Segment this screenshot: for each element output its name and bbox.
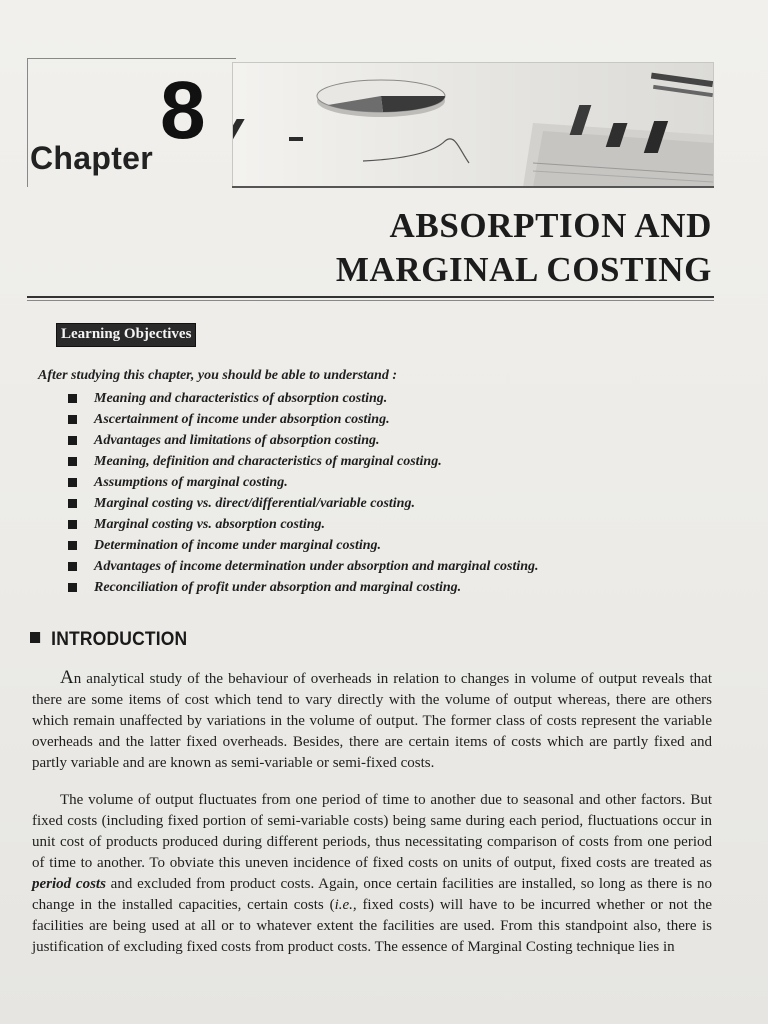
- objective-text: Marginal costing vs. absorption costing.: [94, 517, 326, 532]
- objective-text: Meaning, definition and characteristics of marginal costing.: [94, 454, 442, 469]
- objective-text: Advantages and limitations of absorption costing.: [94, 433, 380, 448]
- chapter-label-text: Chapter: [30, 140, 154, 176]
- list-item: [68, 409, 539, 430]
- objective-text: Ascertainment of income under absorption costing.: [94, 412, 390, 427]
- paragraph-text: The volume of output fluctuates from one period of time to another due to seasonal and other factors. But fixed costs (including fixed portion of semi-variable costs) being same during each period, fluctuations occur in unit cost of products produced during different periods, thus necessitating comparison of costs from one period of time to another. To obviate this uneven incidence of fixed costs on units of output, fixed costs are treated as: [32, 792, 712, 871]
- chapter-number: 8: [160, 65, 206, 156]
- title-rule: [27, 296, 714, 298]
- square-bullet-icon: [68, 415, 77, 424]
- square-bullet-icon: [68, 541, 77, 550]
- list-item: [68, 388, 539, 409]
- header-rule: [232, 186, 714, 188]
- learning-objectives-badge: Learning Objectives: [56, 323, 196, 347]
- section-heading-text: INTRODUCTION: [51, 629, 188, 650]
- intro-paragraph-2: [32, 790, 712, 958]
- italic-abbrev: i.e.,: [334, 897, 357, 913]
- title-rule-thin: [27, 300, 714, 301]
- chapter-title-line-2: MARGINAL COSTING: [335, 250, 712, 289]
- chapter-label: [30, 140, 153, 177]
- objectives-intro: After studying this chapter, you should be able to understand :: [38, 368, 397, 383]
- list-item: [68, 430, 539, 451]
- objectives-list: [68, 388, 539, 598]
- list-item: [68, 472, 539, 493]
- square-bullet-icon: [68, 394, 77, 403]
- mini-bars-icon: [233, 119, 303, 141]
- chart-collage-illustration: [233, 63, 713, 187]
- square-bullet-icon: [68, 499, 77, 508]
- objective-text: Advantages of income determination under absorption and marginal costing.: [94, 559, 539, 574]
- objective-text: Reconciliation of profit under absorption and marginal costing.: [94, 580, 462, 595]
- square-bullet-icon: [68, 520, 77, 529]
- list-item: [68, 451, 539, 472]
- square-bullet-icon: [68, 436, 77, 445]
- objective-text: Determination of income under marginal costing.: [94, 538, 382, 553]
- chapter-title: [152, 204, 712, 292]
- objective-text: Meaning and characteristics of absorption costing.: [94, 391, 388, 406]
- square-bullet-icon: [30, 632, 40, 643]
- emphasis-term: period costs: [32, 876, 106, 892]
- chapter-title-line-1: ABSORPTION AND: [389, 206, 712, 245]
- objective-text: Marginal costing vs. direct/differential/variable costing.: [94, 496, 415, 511]
- list-item: [68, 577, 539, 598]
- pie-chart-icon: [317, 80, 445, 117]
- objective-text: Assumptions of marginal costing.: [94, 475, 288, 490]
- drop-letter: A: [60, 667, 74, 688]
- square-bullet-icon: [68, 478, 77, 487]
- header-illustration: [232, 62, 714, 188]
- list-item: [68, 535, 539, 556]
- paragraph-text: and excluded from product costs. Again, once certain facilities are installed, so long as there is no change in the installed capacities, certain costs (: [32, 876, 712, 913]
- paragraph-text: n analytical study of the behaviour of overheads in relation to changes in volume of output reveals that there are some items of cost which tend to vary directly with the volume of output whereas, there are others which remain unaffected by variations in the volume of output. The former class of costs represent the variable overheads and the latter fixed overheads. Besides, there are certain items of costs which are partly fixed and partly variable and are known as semi-variable or semi-fixed costs.: [32, 671, 712, 771]
- paragraph-text: fixed costs) will have to be incurred whether or not the facilities are being used at all or to whatever extent the facilities are used. From this standpoint also, there is justification of excluding fixed costs from product costs. The essence of Marginal Costing technique lies in: [32, 897, 712, 955]
- section-heading: [30, 629, 187, 651]
- square-bullet-icon: [68, 562, 77, 571]
- bar-chart-sheets-icon: [523, 73, 713, 187]
- list-item: [68, 493, 539, 514]
- list-item: [68, 514, 539, 535]
- square-bullet-icon: [68, 457, 77, 466]
- intro-paragraph-1: [32, 667, 712, 774]
- list-item: [68, 556, 539, 577]
- square-bullet-icon: [68, 583, 77, 592]
- trend-line-icon: [363, 139, 469, 163]
